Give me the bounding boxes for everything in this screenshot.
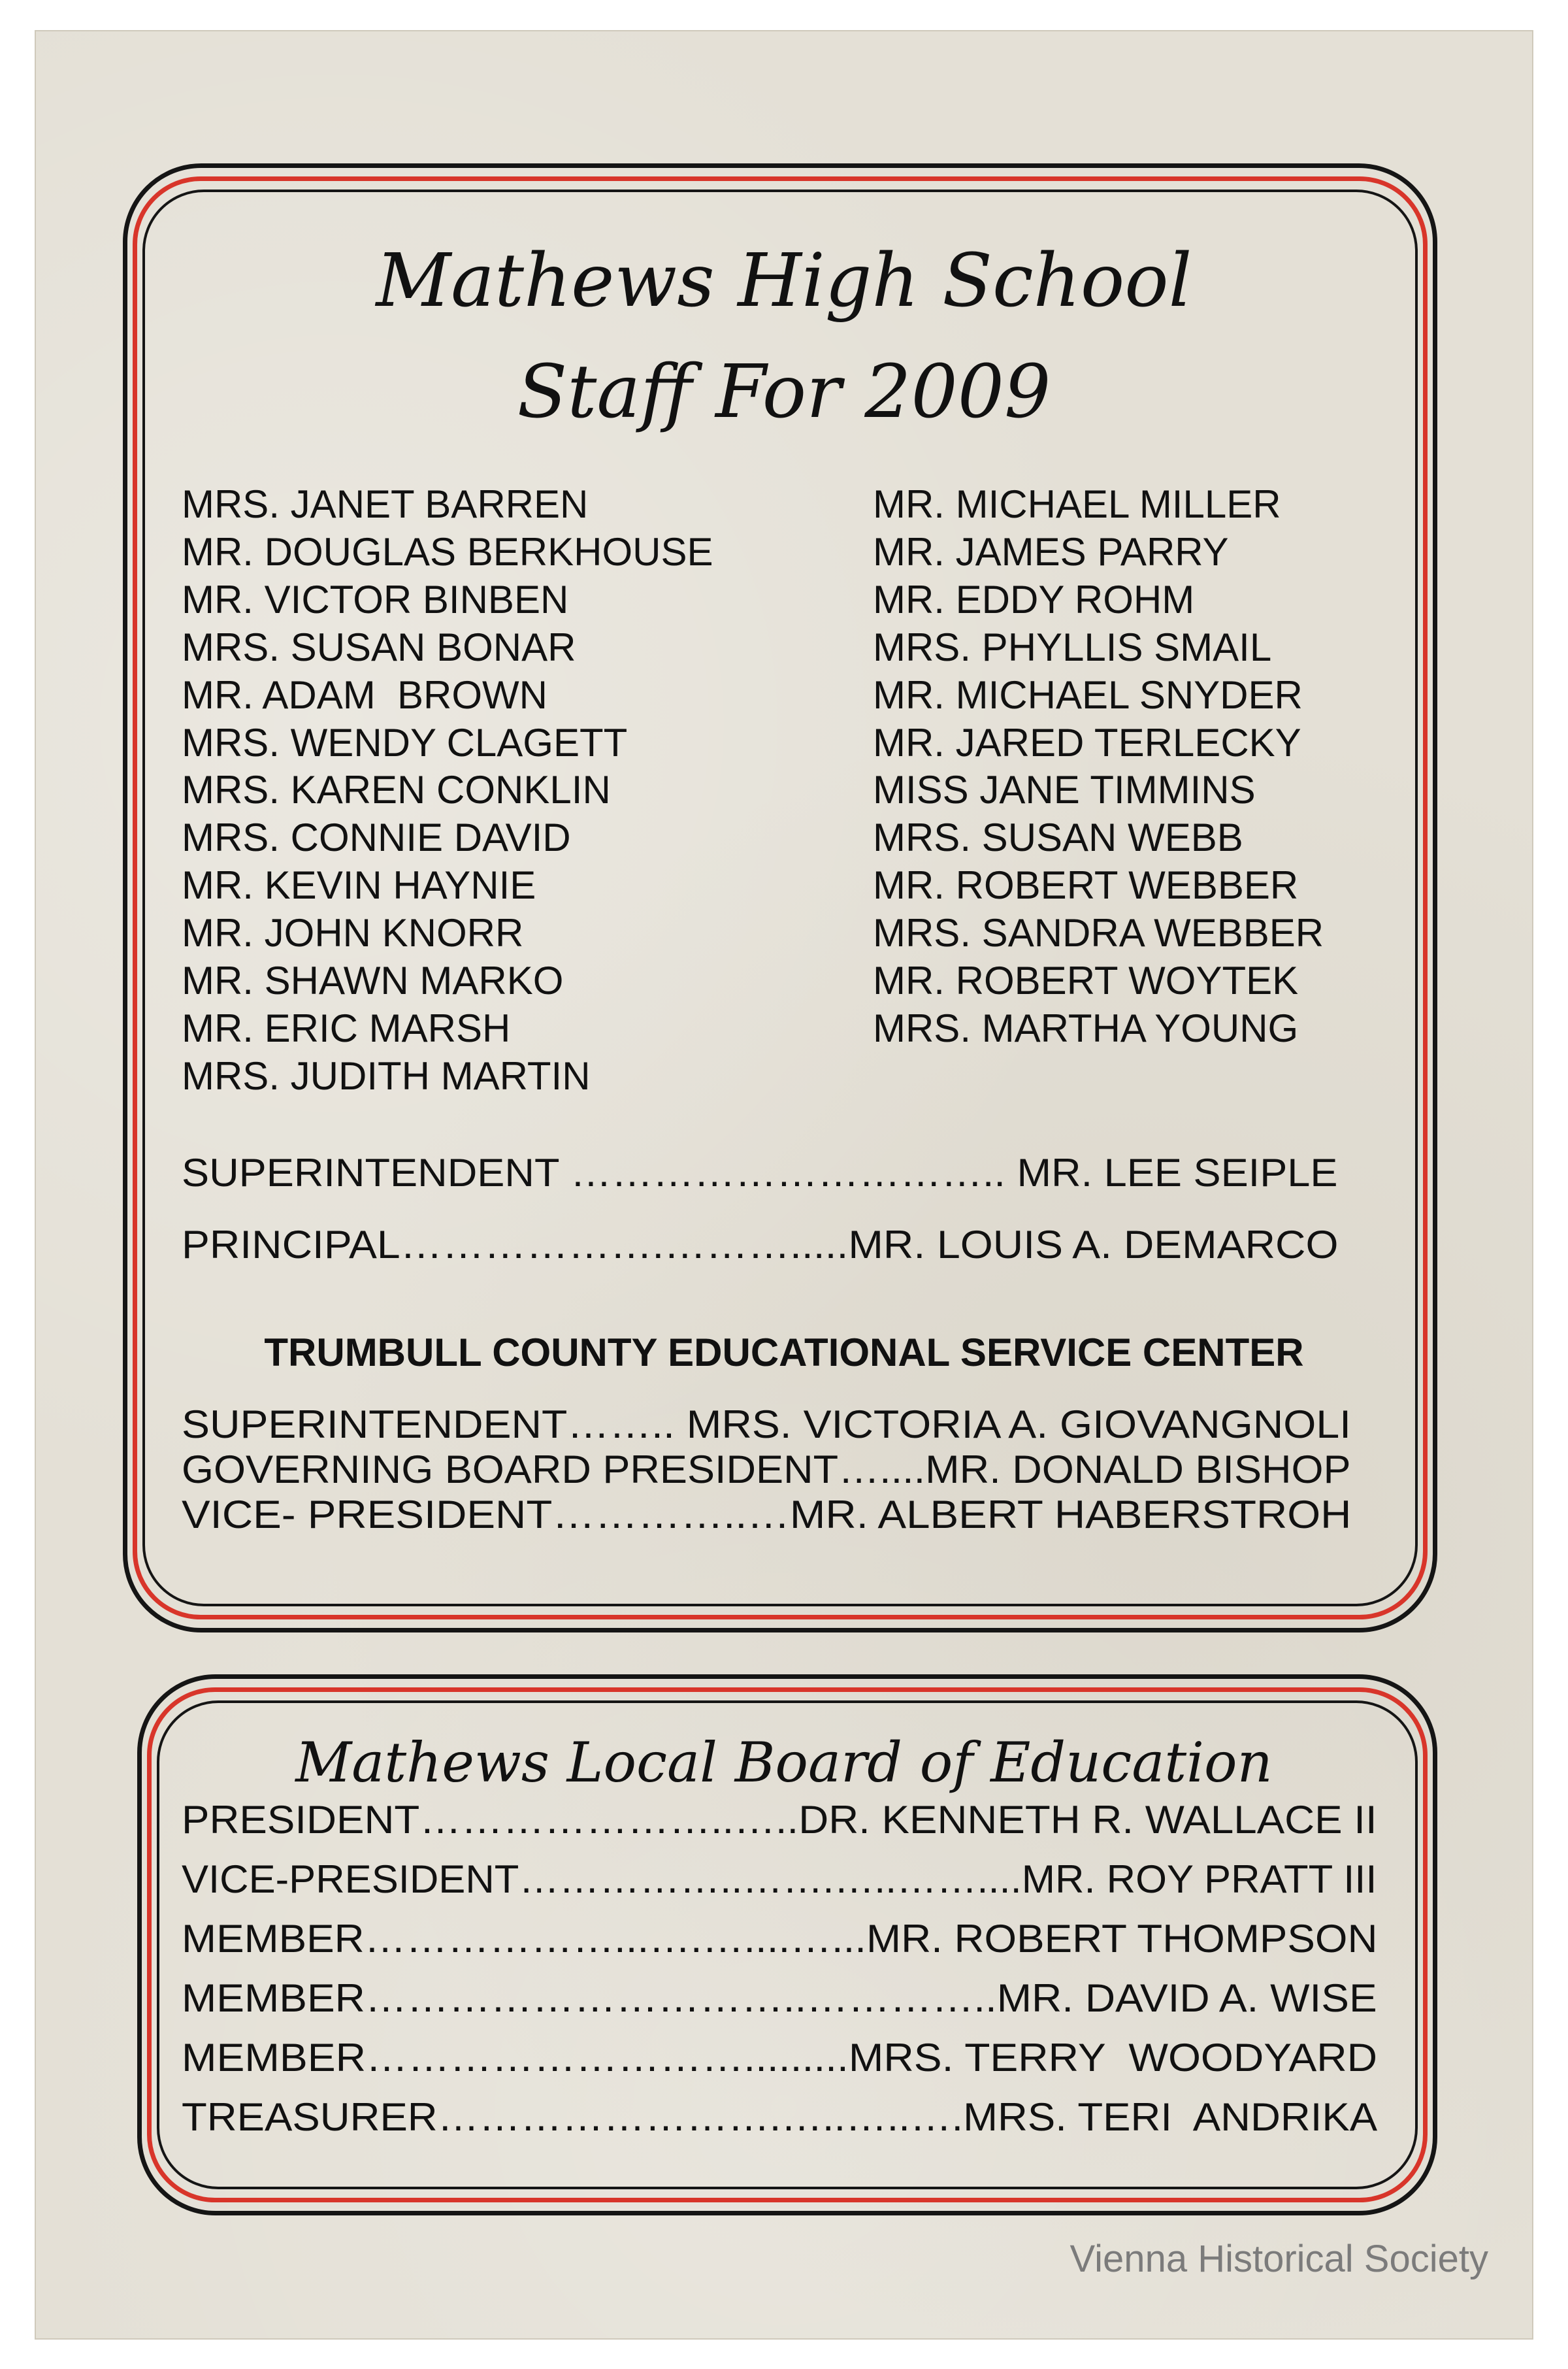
- staff-name: MR. ERIC MARSH: [182, 1006, 511, 1050]
- staff-card-subtitle: Staff For 2009: [517, 350, 1051, 435]
- esc-officer-line: VICE- PRESIDENT…………..…MR. ALBERT HABERSTROH: [182, 1493, 1352, 1536]
- staff-name: MRS. WENDY CLAGETT: [182, 720, 628, 765]
- watermark: Vienna Historical Society: [1070, 2238, 1488, 2280]
- board-officer-line: TREASURER…………………….…..…..….MRS. TERI ANDRIKA: [182, 2095, 1378, 2139]
- staff-name: MRS. CONNIE DAVID: [182, 816, 571, 860]
- board-officer-line: MEMBER………………...….…....…...MR. ROBERT THOMPSON: [182, 1917, 1378, 1961]
- esc-officer-line: SUPERINTENDENT…….. MRS. VICTORIA A. GIOVANGNOLI: [182, 1402, 1352, 1446]
- board-card-title: Mathews Local Board of Education: [295, 1731, 1273, 1795]
- staff-name: MISS JANE TIMMINS: [873, 768, 1256, 812]
- staff-name: MR. JAMES PARRY: [873, 529, 1229, 574]
- staff-name: MRS. JUDITH MARTIN: [182, 1053, 591, 1098]
- staff-name: MR. SHAWN MARKO: [182, 959, 564, 1002]
- staff-name: MR. JOHN KNORR: [182, 911, 524, 955]
- staff-name: MR. ROBERT WOYTEK: [873, 959, 1299, 1002]
- staff-name: MRS. SUSAN BONAR: [182, 625, 576, 669]
- staff-name: MRS. KAREN CONKLIN: [182, 768, 611, 812]
- staff-name: MRS. JANET BARREN: [182, 482, 589, 526]
- staff-card-title: Mathews High School: [376, 239, 1192, 323]
- staff-name: MR. MICHAEL SNYDER: [873, 672, 1303, 717]
- esc-officer-line: GOVERNING BOARD PRESIDENT…....MR. DONALD BISHOP: [182, 1448, 1351, 1491]
- staff-name: MR. MICHAEL MILLER: [873, 482, 1281, 526]
- board-officer-line: PRESIDENT…………………..…..DR. KENNETH R. WALLACE II: [182, 1798, 1377, 1842]
- staff-name: MRS. SANDRA WEBBER: [873, 911, 1324, 955]
- board-officer-line: VICE-PRESIDENT……………..…….…..……....MR. ROY PRATT III: [182, 1857, 1377, 1901]
- superintendent-line: SUPERINTENDENT ………………………….. MR. LEE SEIPLE: [182, 1151, 1338, 1195]
- staff-name: MRS. PHYLLIS SMAIL: [873, 625, 1272, 669]
- esc-title: TRUMBULL COUNTY EDUCATIONAL SERVICE CENTER: [264, 1331, 1304, 1374]
- board-officer-line: MEMBER…………………………..…………..MR. DAVID A. WISE: [182, 1976, 1377, 2020]
- staff-name: MR. ADAM BROWN: [182, 672, 548, 717]
- principal-line: PRINCIPAL……………….……….....MR. LOUIS A. DEMARCO: [182, 1223, 1339, 1267]
- board-officer-line: MEMBER……………………….........MRS. TERRY WOODYARD: [182, 2036, 1378, 2079]
- staff-name: MR. ROBERT WEBBER: [873, 863, 1299, 908]
- staff-name: MRS. MARTHA YOUNG: [873, 1006, 1299, 1050]
- staff-name: MR. VICTOR BINBEN: [182, 577, 569, 621]
- staff-name: MR. DOUGLAS BERKHOUSE: [182, 529, 713, 574]
- staff-name: MR. JARED TERLECKY: [873, 720, 1301, 765]
- staff-name: MRS. SUSAN WEBB: [873, 816, 1243, 860]
- staff-name: MR. EDDY ROHM: [873, 577, 1195, 621]
- staff-name: MR. KEVIN HAYNIE: [182, 863, 536, 908]
